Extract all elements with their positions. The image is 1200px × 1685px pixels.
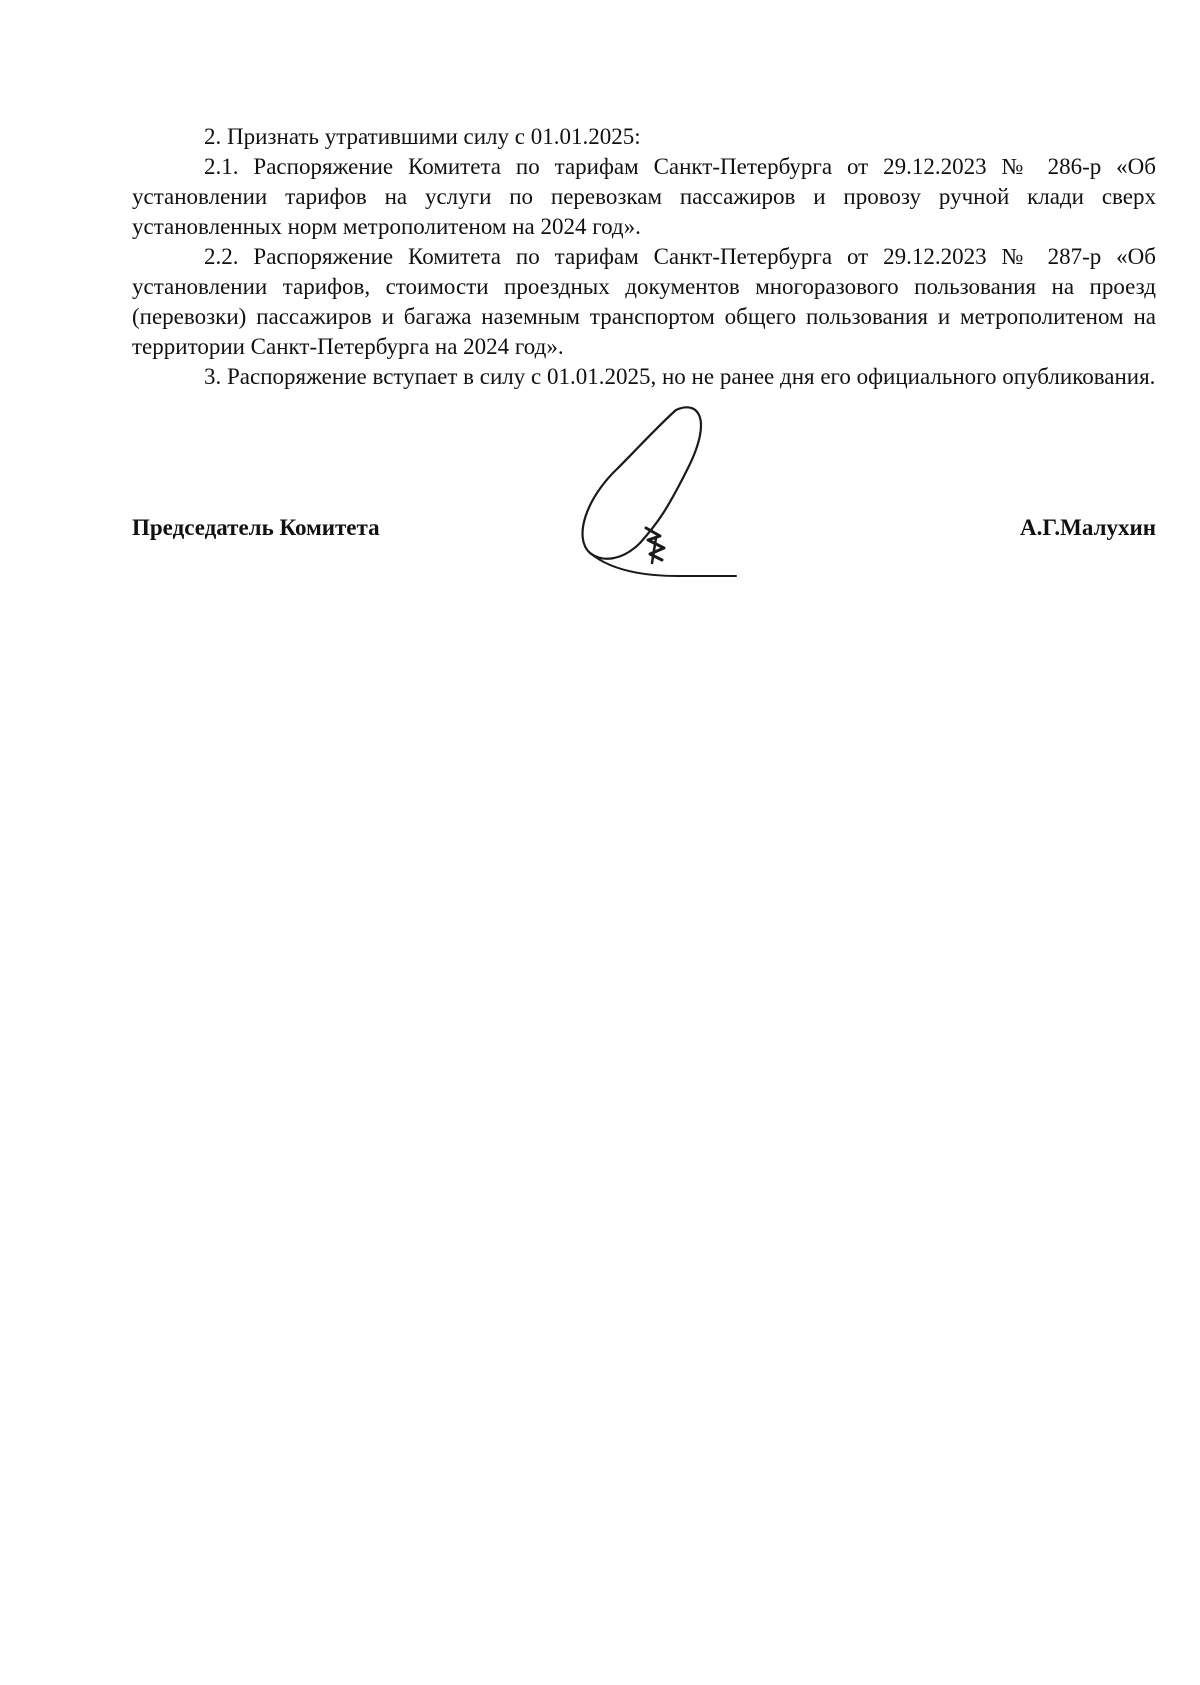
signatory-title: Председатель Комитета (132, 515, 380, 540)
signature-block (132, 515, 1156, 555)
paragraph-2: 2. Признать утратившими силу с 01.01.2025: (204, 124, 641, 149)
signatory-name: А.Г.Малухин (1020, 515, 1156, 540)
handwritten-signature (578, 398, 738, 583)
document-body (132, 122, 1156, 392)
paragraph-2-1: 2.1. Распоряжение Комитета по тарифам Санкт-Петербурга от 29.12.2023 № 286-р «Об установлении тарифов на услуги по перевозкам пассажиров и провозу ручной клади сверх установленных норм метрополитеном на 2024 год». (132, 154, 1156, 239)
paragraph-3: 3. Распоряжение вступает в силу с 01.01.2025, но не ранее дня его официального опубликования. (204, 364, 1156, 389)
paragraph-2-2: 2.2. Распоряжение Комитета по тарифам Санкт-Петербурга от 29.12.2023 № 287-р «Об установлении тарифов, стоимости проездных документов многоразового пользования на проезд (перевозки) пассажиров и багажа наземным транспортом общего пользования и метрополитеном на территории Санкт-Петербурга на 2024 год». (132, 244, 1156, 359)
